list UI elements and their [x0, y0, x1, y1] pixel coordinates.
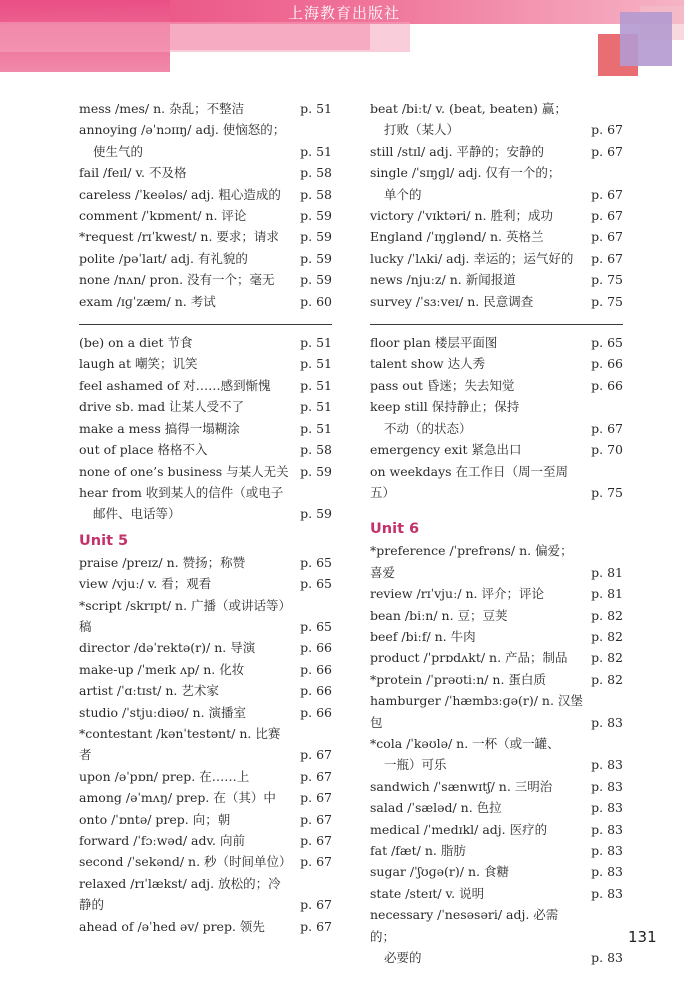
vocab-entry — [370, 461, 623, 504]
entry-text: none of one’s business 与某人无关 — [79, 463, 289, 479]
vocab-entry — [79, 809, 332, 830]
vocab-entry — [370, 861, 623, 882]
entry-text: talent show 达人秀 — [370, 356, 486, 372]
vocab-entry — [79, 205, 332, 226]
entry-text: laugh at 嘲笑；讥笑 — [79, 356, 198, 372]
entry-text: drive sb. mad 让某人受不了 — [79, 399, 245, 415]
entry-text: director /dəˈrektə(r)/ n. 导演 — [79, 640, 256, 656]
entry-text: salad /ˈsæləd/ n. 色拉 — [370, 800, 502, 816]
entry-page-ref: p. 83 — [591, 864, 623, 880]
vocab-entry — [370, 733, 623, 776]
entry-text-continued: 不动（的状态） — [384, 420, 472, 436]
entry-text: upon /əˈpɒn/ prep. 在……上 — [79, 768, 250, 784]
publisher-name: 上海教育出版社 — [288, 4, 401, 22]
vocab-entry — [79, 439, 332, 460]
entry-page-ref: p. 59 — [300, 506, 332, 522]
entry-page-ref: p. 51 — [300, 335, 332, 351]
vocab-entry — [79, 595, 332, 638]
entry-page-ref: p. 81 — [591, 564, 623, 580]
vocab-entry — [370, 904, 623, 968]
entry-text: product /ˈprɒdʌkt/ n. 产品；制品 — [370, 650, 568, 666]
entry-text-continued: 必要的 — [384, 950, 422, 966]
vocab-entry — [79, 680, 332, 701]
entry-text: artist /ˈɑːtɪst/ n. 艺术家 — [79, 683, 219, 699]
vocab-entry — [79, 461, 332, 482]
vocab-entry — [370, 248, 623, 269]
vocab-entry — [370, 141, 623, 162]
entry-text: pass out 昏迷；失去知觉 — [370, 377, 515, 393]
entry-text-continued: 邮件、电话等） — [93, 506, 181, 522]
entry-page-ref: p. 83 — [591, 800, 623, 816]
entry-page-ref: p. 67 — [300, 854, 332, 870]
entry-page-ref: p. 83 — [591, 714, 623, 730]
entry-page-ref: p. 82 — [591, 607, 623, 623]
vocab-entry — [370, 583, 623, 604]
entry-page-ref: p. 83 — [591, 757, 623, 773]
entry-text: none /nʌn/ pron. 没有一个；毫无 — [79, 272, 275, 288]
vocab-entry — [79, 375, 332, 396]
divider-rule — [79, 324, 332, 325]
entry-page-ref: p. 67 — [591, 122, 623, 138]
entry-text: news /njuːz/ n. 新闻报道 — [370, 272, 516, 288]
entry-page-ref: p. 67 — [300, 833, 332, 848]
entry-text: necessary /ˈnesəsəri/ adj. 必需的； — [370, 907, 559, 944]
right-column — [370, 98, 623, 968]
left-column — [79, 98, 332, 937]
entry-text: view /vjuː/ v. 看；观看 — [79, 576, 212, 592]
vocab-entry — [370, 205, 623, 226]
entry-page-ref: p. 51 — [300, 377, 332, 393]
entry-page-ref: p. 67 — [300, 897, 332, 913]
entry-text: sandwich /ˈsænwɪtʃ/ n. 三明治 — [370, 778, 553, 794]
entry-page-ref: p. 66 — [300, 661, 332, 677]
entry-text: make a mess 搞得一塌糊涂 — [79, 420, 240, 436]
entry-text: on weekdays 在工作日（周一至周五） — [370, 463, 569, 500]
vocab-entry — [79, 723, 332, 766]
entry-page-ref: p. 67 — [591, 143, 623, 159]
entry-page-ref: p. 75 — [591, 272, 623, 288]
entry-text: studio /ˈstjuːdiəʊ/ n. 演播室 — [79, 704, 247, 720]
vocab-entry — [370, 98, 623, 141]
vocab-entry — [370, 797, 623, 818]
entry-text-continued: 单个的 — [384, 186, 422, 202]
vocab-entry — [79, 851, 332, 872]
entry-text: onto /ˈɒntə/ prep. 向；朝 — [79, 811, 231, 827]
entry-text: *preference /ˈprefrəns/ n. 偏爱；喜爱 — [370, 543, 573, 580]
vocab-group-unit-6 — [370, 540, 623, 968]
entry-page-ref: p. 60 — [300, 293, 332, 309]
vocab-entry — [79, 873, 332, 916]
entry-text: feel ashamed of 对……感到惭愧 — [79, 377, 271, 393]
entry-page-ref: p. 66 — [300, 683, 332, 699]
entry-page-ref: p. 82 — [591, 671, 623, 687]
entry-text: fail /feɪl/ v. 不及格 — [79, 165, 187, 181]
entry-page-ref: p. 65 — [300, 618, 332, 634]
entry-text: relaxed /rɪˈlækst/ adj. 放松的；冷静的 — [79, 875, 281, 913]
vocab-entry — [370, 776, 623, 797]
vocab-entry — [79, 418, 332, 439]
entry-text: polite /pəˈlaɪt/ adj. 有礼貌的 — [79, 250, 248, 266]
vocab-entry — [370, 647, 623, 668]
entry-page-ref: p. 67 — [300, 811, 332, 827]
entry-text: single /ˈsɪŋɡl/ adj. 仅有一个的； — [370, 165, 561, 181]
entry-page-ref: p. 59 — [300, 272, 332, 288]
vocab-entry — [370, 439, 623, 460]
entry-page-ref: p. 82 — [591, 628, 623, 644]
entry-page-ref: p. 59 — [300, 250, 332, 266]
vocab-entry — [79, 396, 332, 417]
entry-text: careless /ˈkeələs/ adj. 粗心造成的 — [79, 186, 281, 202]
decor-square-purple — [620, 12, 672, 66]
entry-text: hamburger /ˈhæmbɜːɡə(r)/ n. 汉堡包 — [370, 693, 583, 730]
vocab-entry — [370, 269, 623, 290]
entry-text: victory /ˈvɪktəri/ n. 胜利；成功 — [370, 208, 553, 224]
entry-text: make-up /ˈmeɪk ʌp/ n. 化妆 — [79, 661, 245, 677]
page-number: 131 — [628, 928, 657, 946]
vocab-entry — [79, 98, 332, 119]
entry-page-ref: p. 66 — [300, 704, 332, 720]
entry-page-ref: p. 59 — [300, 229, 332, 245]
vocab-entry — [79, 702, 332, 723]
vocab-entry — [370, 332, 623, 353]
entry-page-ref: p. 65 — [300, 554, 332, 570]
vocab-entry — [370, 162, 623, 205]
entry-page-ref: p. 75 — [591, 293, 623, 309]
entry-page-ref: p. 67 — [300, 768, 332, 784]
entry-page-ref: p. 83 — [591, 778, 623, 794]
vocab-entry — [79, 269, 332, 290]
entry-page-ref: p. 51 — [300, 399, 332, 415]
entry-page-ref: p. 67 — [300, 790, 332, 806]
phrase-group-right-2 — [370, 332, 623, 503]
entry-page-ref: p. 81 — [591, 586, 623, 602]
entry-text: floor plan 楼层平面图 — [370, 335, 498, 351]
entry-page-ref: p. 67 — [591, 186, 623, 202]
entry-text: out of place 格格不入 — [79, 442, 208, 458]
entry-text: lucky /ˈlʌki/ adj. 幸运的；运气好的 — [370, 250, 574, 266]
entry-page-ref: p. 67 — [591, 420, 623, 436]
vocab-entry — [370, 291, 623, 312]
entry-page-ref: p. 67 — [591, 208, 623, 224]
entry-text: still /stɪl/ adj. 平静的；安静的 — [370, 143, 545, 159]
entry-page-ref: p. 51 — [300, 420, 332, 436]
entry-page-ref: p. 65 — [591, 335, 623, 351]
entry-text: annoying /əˈnɔɪɪŋ/ adj. 使恼怒的； — [79, 122, 286, 138]
vocab-entry — [79, 291, 332, 312]
entry-text: ahead of /əˈhed əv/ prep. 领先 — [79, 918, 265, 934]
entry-page-ref: p. 58 — [300, 186, 332, 202]
vocab-entry — [79, 916, 332, 937]
entry-text: emergency exit 紧急出口 — [370, 442, 522, 458]
entry-text: keep still 保持静止；保持 — [370, 399, 520, 415]
vocab-entry — [79, 766, 332, 787]
vocab-entry — [370, 353, 623, 374]
entry-page-ref: p. 83 — [591, 950, 623, 966]
vocab-entry — [370, 375, 623, 396]
entry-text: second /ˈsekənd/ n. 秒（时间单位） — [79, 854, 292, 870]
vocab-group-right-1 — [370, 98, 623, 312]
entry-text: state /steɪt/ v. 说明 — [370, 885, 485, 901]
vocab-entry — [79, 552, 332, 573]
entry-text: fat /fæt/ n. 脂肪 — [370, 843, 466, 858]
entry-page-ref: p. 58 — [300, 165, 332, 181]
vocab-entry — [370, 626, 623, 647]
vocab-entry — [79, 248, 332, 269]
entry-page-ref: p. 83 — [591, 821, 623, 837]
vocab-entry — [79, 482, 332, 525]
entry-page-ref: p. 51 — [300, 101, 332, 116]
entry-text: *script /skrɪpt/ n. 广播（或讲话等）稿 — [79, 597, 292, 634]
vocab-entry — [79, 184, 332, 205]
vocab-entry — [370, 690, 623, 733]
phrase-group-left-2 — [79, 332, 332, 525]
entry-text: praise /preɪz/ n. 赞扬；称赞 — [79, 554, 246, 570]
entry-text: England /ˈɪŋɡlənd/ n. 英格兰 — [370, 229, 544, 245]
entry-page-ref: p. 82 — [591, 650, 623, 666]
entry-text: *cola /ˈkəʊlə/ n. 一杯（或一罐、 — [370, 735, 560, 751]
vocab-entry — [370, 396, 623, 439]
vocab-entry — [79, 787, 332, 808]
entry-page-ref: p. 75 — [591, 484, 623, 500]
vocab-entry — [79, 162, 332, 183]
entry-text: *request /rɪˈkwest/ n. 要求；请求 — [79, 229, 279, 245]
entry-page-ref: p. 59 — [300, 463, 332, 479]
vocab-entry — [79, 226, 332, 247]
vocab-entry — [370, 883, 623, 904]
entry-page-ref: p. 58 — [300, 442, 332, 458]
entry-text-continued: 打败（某人） — [384, 122, 460, 138]
entry-page-ref: p. 70 — [591, 442, 623, 458]
entry-page-ref: p. 67 — [591, 250, 623, 266]
vocab-entry — [79, 332, 332, 353]
entry-text-continued: 一瓶）可乐 — [384, 757, 447, 773]
entry-page-ref: p. 67 — [300, 747, 332, 763]
entry-text: beef /biːf/ n. 牛肉 — [370, 628, 476, 644]
vocab-entry — [370, 819, 623, 840]
entry-text: bean /biːn/ n. 豆；豆荚 — [370, 607, 508, 623]
entry-text: survey /ˈsɜːveɪ/ n. 民意调查 — [370, 293, 534, 309]
entry-page-ref: p. 83 — [591, 885, 623, 901]
vocab-entry — [79, 573, 332, 594]
unit-5-heading: Unit 5 — [79, 532, 129, 549]
entry-text: mess /mes/ n. 杂乱；不整洁 — [79, 101, 245, 116]
vocab-entry — [79, 637, 332, 658]
entry-text: hear from 收到某人的信件（或电子 — [79, 484, 284, 500]
vocab-entry — [79, 659, 332, 680]
entry-text: sugar /ˈʃʊɡə(r)/ n. 食糖 — [370, 864, 509, 880]
entry-text: exam /ɪɡˈzæm/ n. 考试 — [79, 293, 216, 309]
vocab-group-unit-5 — [79, 552, 332, 937]
entry-text: beat /biːt/ v. (beat, beaten) 赢； — [370, 101, 567, 116]
vocab-entry — [79, 119, 332, 162]
vocab-entry — [370, 669, 623, 690]
entry-text: *contestant /kənˈtestənt/ n. 比赛者 — [79, 725, 281, 763]
header-banner — [0, 0, 684, 88]
entry-text: comment /ˈkɒment/ n. 评论 — [79, 208, 247, 224]
vocab-entry — [370, 540, 623, 583]
entry-page-ref: p. 66 — [300, 640, 332, 656]
entry-page-ref: p. 65 — [300, 576, 332, 592]
vocab-entry — [370, 840, 623, 861]
vocab-entry — [79, 353, 332, 374]
entry-page-ref: p. 66 — [591, 377, 623, 393]
entry-page-ref: p. 67 — [591, 229, 623, 245]
banner-band-middle — [170, 22, 370, 50]
entry-page-ref: p. 83 — [591, 843, 623, 858]
entry-page-ref: p. 67 — [300, 918, 332, 934]
vocab-group-left-1 — [79, 98, 332, 312]
entry-text: *protein /ˈprəʊtiːn/ n. 蛋白质 — [370, 671, 546, 687]
entry-text: (be) on a diet 节食 — [79, 335, 193, 351]
entry-page-ref: p. 59 — [300, 208, 332, 224]
entry-text: medical /ˈmedɪkl/ adj. 医疗的 — [370, 821, 548, 837]
entry-page-ref: p. 51 — [300, 143, 332, 159]
vocab-entry — [79, 830, 332, 851]
entry-text: among /əˈmʌŋ/ prep. 在（其）中 — [79, 790, 276, 806]
entry-text-continued: 使生气的 — [93, 143, 144, 159]
entry-text: forward /ˈfɔːwəd/ adv. 向前 — [79, 833, 245, 848]
vocab-entry — [370, 605, 623, 626]
entry-text: review /rɪˈvjuː/ n. 评介；评论 — [370, 586, 545, 602]
vocab-entry — [370, 226, 623, 247]
entry-page-ref: p. 51 — [300, 356, 332, 372]
divider-rule — [370, 324, 623, 325]
entry-page-ref: p. 66 — [591, 356, 623, 372]
unit-6-heading: Unit 6 — [370, 521, 420, 538]
